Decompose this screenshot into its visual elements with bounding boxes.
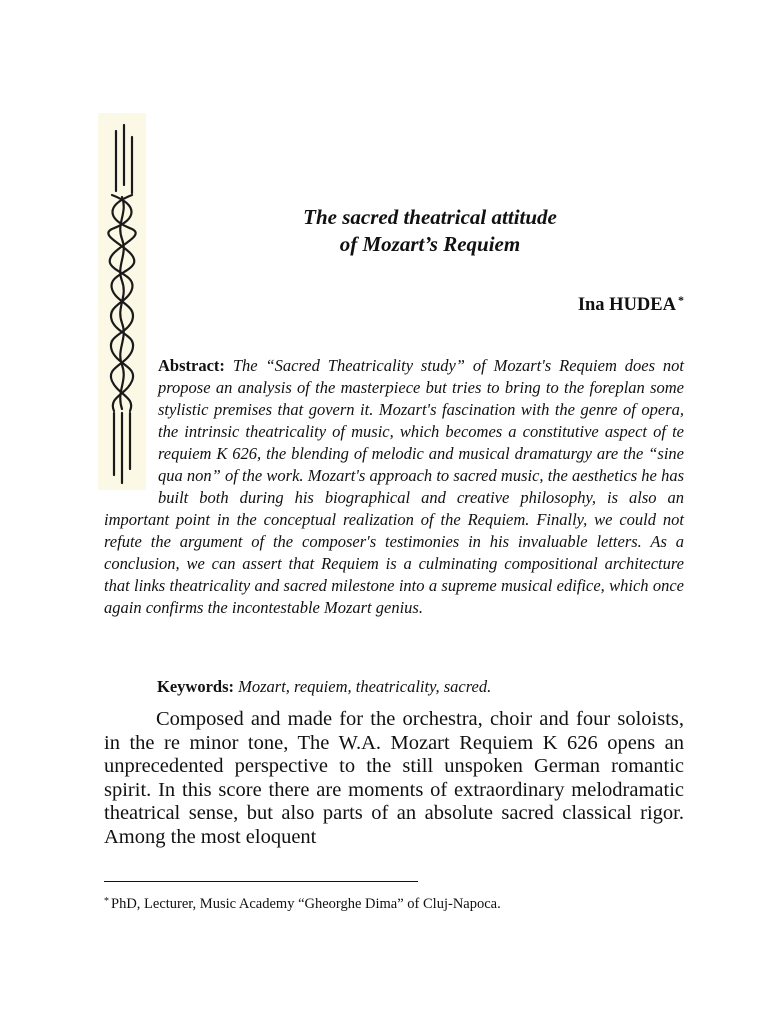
abstract-label: Abstract: (158, 356, 225, 375)
keywords-line (157, 676, 684, 698)
footnote (104, 893, 704, 913)
author-byline (578, 293, 684, 316)
article-title (150, 204, 710, 258)
body-paragraph: Composed and made for the orchestra, choir and four soloists, in the re minor tone, The W.A. Mozart Requiem K 626 opens an unprecedented perspective to the still unspoken German romantic spirit. In this score there are moments of extraordinary melodramatic theatrical sense, but also parts of an absolute sacred classical rigor. Among the most eloquent (104, 708, 684, 848)
abstract-indent-spacer (104, 355, 158, 509)
keywords-label: Keywords: (157, 677, 234, 696)
title-line-2: of Mozart’s Requiem (339, 232, 521, 256)
footnote-text: PhD, Lecturer, Music Academy “Gheorghe Dima” of Cluj-Napoca. (111, 896, 501, 912)
title-line-1: The sacred theatrical attitude (303, 205, 557, 229)
abstract-block (104, 355, 684, 619)
abstract-text: The “Sacred Theatricality study” of Mozart's Requiem does not propose an analysis of the masterpiece but tries to bring to the foreplan some stylistic premises that govern it. Mozart's fascination with the genre of opera, the intrinsic theatricality of music, which becomes a constitutive aspect of te requiem K 626, the blending of melodic and musical dramaturgy are the “sine qua non” of the work. Mozart's approach to sacred music, the aesthetics he has built both during his biographical and creative philosophy, is also an important point in the conceptual realization of the Requiem. Finally, we could not refute the argument of the composer's testimonies in his invaluable letters. As a conclusion, we can assert that Requiem is a culminating compositional architecture that links theatricality and sacred milestone into a supreme musical edifice, which once again confirms the incontestable Mozart genius. (104, 356, 685, 617)
keywords-text: Mozart, requiem, theatricality, sacred. (238, 677, 492, 696)
author-name: Ina HUDEA (577, 295, 676, 315)
footnote-mark: * (104, 896, 109, 907)
author-footnote-mark: * (678, 293, 684, 307)
footnote-divider (104, 881, 418, 882)
